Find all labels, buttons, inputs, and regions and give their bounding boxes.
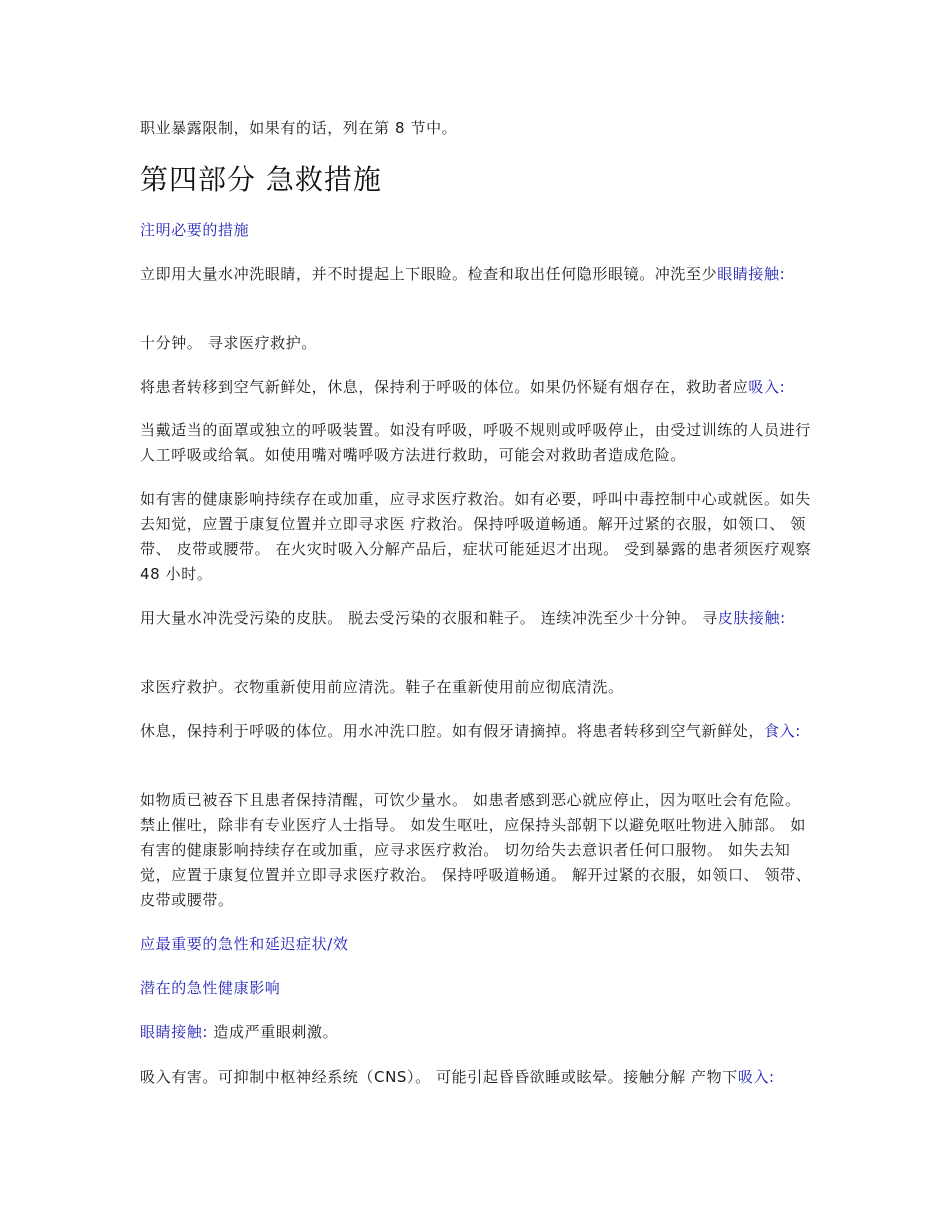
inhalation-paragraph-3: 如有害的健康影响持续存在或加重，应寻求医疗救治。如有必要，呼叫中毒控制中心或就医。如失去知觉，应置于康复位置并立即寻求医 疗救治。保持呼吸道畅通。解开过紧的衣服，如领口、 领带、 皮带或腰带。 在火灾时吸入分解产品后，症状可能延迟才出现。 受到暴露的患者须医疗观察 48 小时。 [140,490,812,583]
ingestion-paragraph [140,719,820,744]
ingestion-label: 食入: [764,722,801,740]
subheading-symptoms: 应最重要的急性和延迟症状/效 [140,935,349,953]
skin-contact-text: 用大量水冲洗受污染的皮肤。 脱去受污染的衣服和鞋子。 连续冲洗至少十分钟。 寻 [140,609,718,627]
skin-contact-paragraph [140,606,820,631]
acute-eye-label: 眼睛接触: [140,1023,209,1041]
inhalation-text: 将患者转移到空气新鲜处，休息，保持利于呼吸的体位。如果仍怀疑有烟存在，救助者应 [140,378,749,396]
eye-contact-paragraph [140,262,820,287]
subheading-measures: 注明必要的措施 [140,221,250,239]
acute-inhalation-text: 吸入有害。可抑制中枢神经系统（CNS）。 可能引起昏昏欲睡或眩晕。接触分解 产物下 [140,1068,738,1086]
skin-contact-paragraph-2: 求医疗救护。衣物重新使用前应清洗。鞋子在重新使用前应彻底清洗。 [140,678,624,696]
acute-inhalation-paragraph [140,1065,820,1090]
ingestion-paragraph-2: 如物质已被吞下且患者保持清醒，可饮少量水。 如患者感到恶心就应停止，因为呕吐会有危险。 禁止催吐，除非有专业医疗人士指导。 如发生呕吐，应保持头部朝下以避免呕吐物进入肺部。 如有害的健康影响持续存在或加重，应寻求医疗救治。 切勿给失去意识者任何口服物。 如失去知觉，应置于康复位置并立即寻求医疗救治。 保持呼吸道畅通。 解开过紧的衣服，如领口、 领带、 皮带或腰带。 [140,791,812,909]
intro-paragraph: 职业暴露限制，如果有的话，列在第 8 节中。 [140,119,458,137]
skin-contact-label: 皮肤接触: [717,609,786,627]
eye-contact-text: 立即用大量水冲洗眼睛，并不时提起上下眼睑。检查和取出任何隐形眼镜。冲洗至少 [140,265,718,283]
inhalation-paragraph [140,375,820,400]
inhalation-paragraph-2: 当戴适当的面罩或独立的呼吸装置。如没有呼吸，呼吸不规则或呼吸停止，由受过训练的人员进行人工呼吸或给氧。如使用嘴对嘴呼吸方法进行救助，可能会对救助者造成危险。 [140,421,811,464]
acute-eye-paragraph [140,1020,820,1045]
inhalation-label: 吸入: [748,378,786,396]
ingestion-text: 休息，保持利于呼吸的体位。用水冲洗口腔。如有假牙请摘掉。将患者转移到空气新鲜处， [140,722,765,740]
acute-eye-text: 造成严重眼刺激。 [208,1023,339,1041]
acute-inhalation-label: 吸入: [737,1068,775,1086]
section-title: 第四部分 急救措施 [140,163,382,196]
eye-contact-label: 眼睛接触: [717,265,786,283]
subheading-acute-effects: 潜在的急性健康影响 [140,979,281,997]
eye-contact-paragraph-2: 十分钟。 寻求医疗救护。 [140,334,317,352]
